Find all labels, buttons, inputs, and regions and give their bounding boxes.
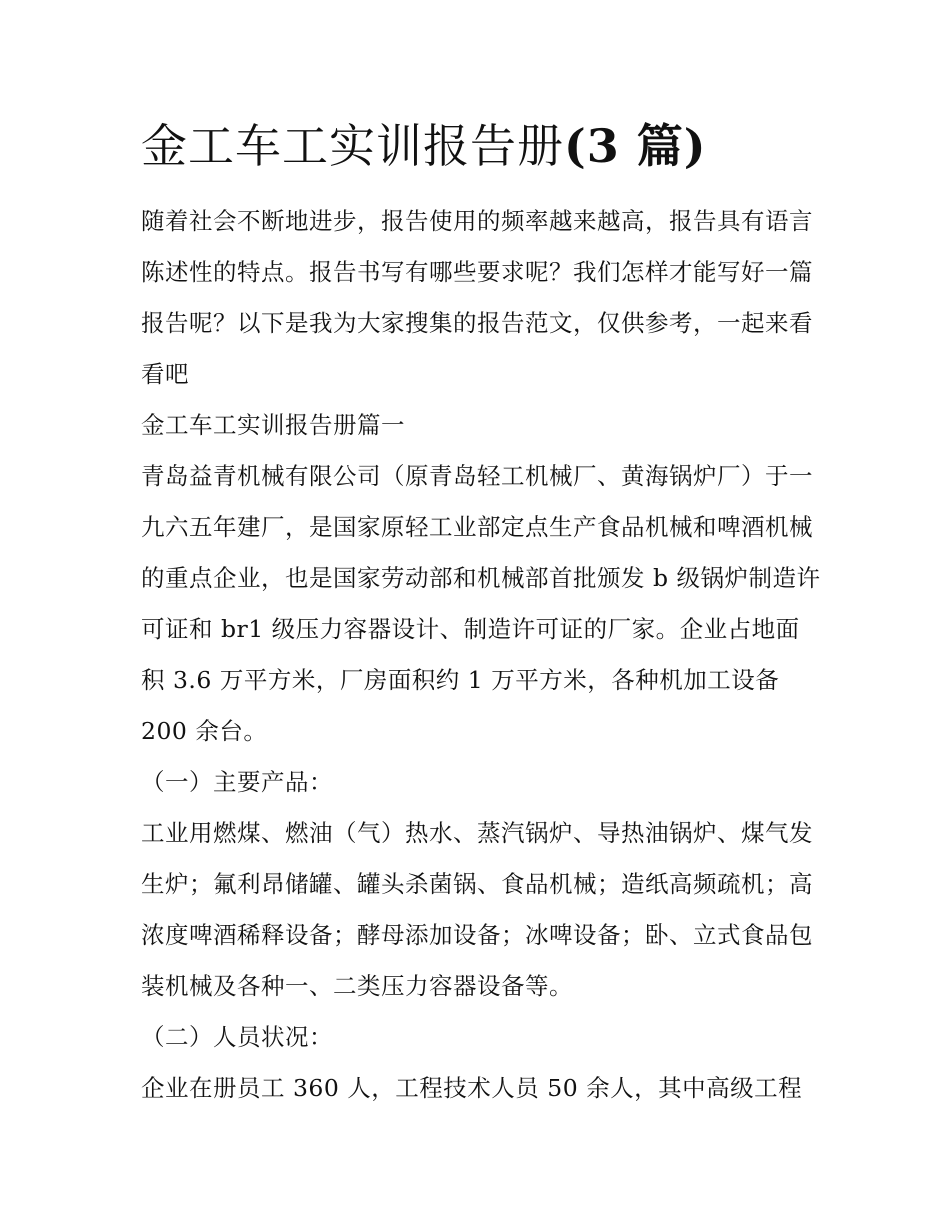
document-title-main: 金工车工实训报告册 [141, 119, 564, 173]
intro-paragraph: 随着社会不断地进步，报告使用的频率越来越高，报告具有语言陈述性的特点。报告书写有哪些要求呢？我们怎样才能写好一篇报告呢？以下是我为大家搜集的报告范文，仅供参考，一起来看看吧 [141, 207, 813, 388]
staff-paragraph: 企业在册员工 360 人，工程技术人员 50 余人，其中高级工程 [141, 1074, 803, 1102]
products-paragraph: 工业用燃煤、燃油（气）热水、蒸汽锅炉、导热油锅炉、煤气发生炉；氟利昂储罐、罐头杀菌锅、食品机械；造纸高频疏机；高浓度啤酒稀释设备；酵母添加设备；冰啤设备；卧、立式食品包装机械及各种一、二类压力容器设备等。 [141, 819, 813, 1000]
section-heading: 金工车工实训报告册篇一 [141, 411, 405, 439]
document-title-count: (3 篇) [564, 119, 707, 173]
company-description-paragraph: 青岛益青机械有限公司（原青岛轻工机械厂、黄海锅炉厂）于一九六五年建厂，是国家原轻工业部定点生产食品机械和啤酒机械的重点企业，也是国家劳动部和机械部首批颁发 b 级锅炉制造许可证和 br1 级压力容器设计、制造许可证的厂家。企业占地面积 3.6 万平方米，厂房面积约 1 万平方米，各种机加工设备 200 余台。 [141, 462, 821, 745]
document-page [141, 110, 821, 1114]
document-title [141, 110, 821, 182]
subheading-main-products: （一）主要产品： [141, 768, 333, 796]
subheading-staff-status: （二）人员状况： [141, 1023, 333, 1051]
